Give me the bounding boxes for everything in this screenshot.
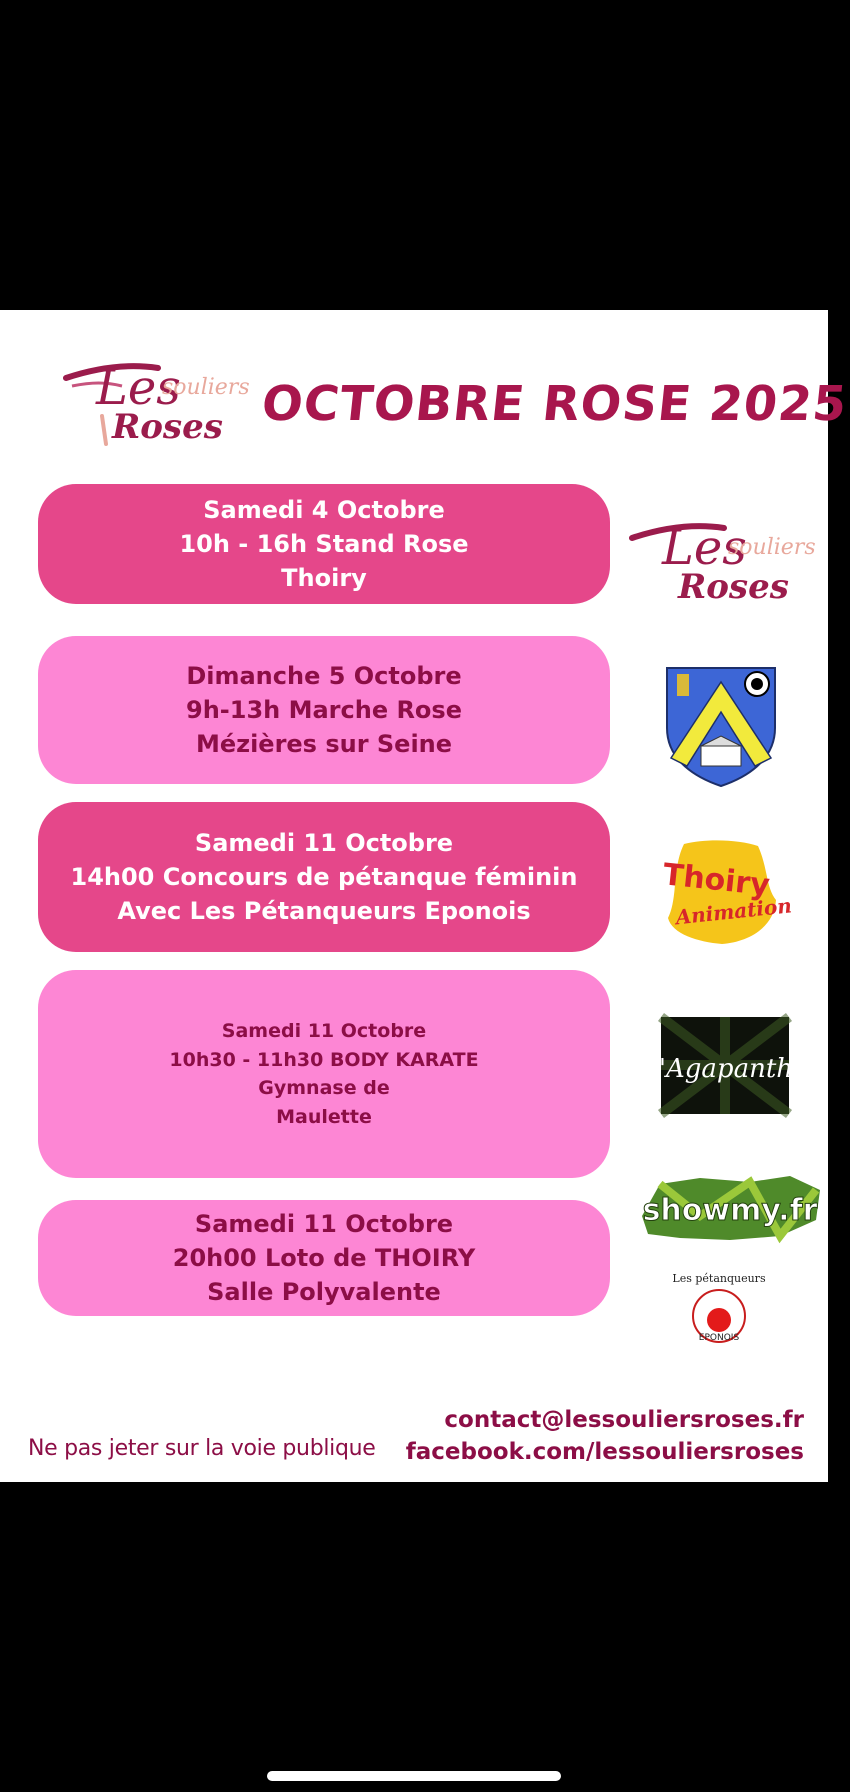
event-organizer: Avec Les Pétanqueurs Eponois xyxy=(117,897,531,926)
animation-text: Animation xyxy=(674,893,793,930)
thoiry-animation-logo xyxy=(658,838,793,946)
footer-notice: Ne pas jeter sur la voie publique xyxy=(28,1436,376,1461)
event-location: Mézières sur Seine xyxy=(195,730,453,759)
event-activity: 10h30 - 11h30 BODY KARATE xyxy=(169,1048,479,1071)
home-indicator[interactable] xyxy=(267,1771,561,1781)
showmy-logo xyxy=(640,1176,822,1242)
event-date: Samedi 11 Octobre xyxy=(194,1209,454,1238)
town-crest-icon xyxy=(665,666,777,788)
event-poster xyxy=(0,310,850,1482)
petanqueurs-ring-text: EPONOIS xyxy=(698,1333,740,1343)
event-card-5 xyxy=(38,1200,610,1316)
footer-contacts xyxy=(406,1405,804,1468)
logo-roses-text: Roses xyxy=(678,567,789,607)
page-title: OCTOBRE ROSE 2025 xyxy=(259,376,850,432)
event-card-3 xyxy=(38,802,610,952)
event-activity: 9h-13h Marche Rose xyxy=(186,695,462,724)
logo-les-text: Les xyxy=(662,520,747,576)
event-card-4 xyxy=(38,970,610,1178)
event-location: Thoiry xyxy=(281,564,367,593)
logo-souliers-text: souliers xyxy=(162,375,250,400)
event-activity: 10h - 16h Stand Rose xyxy=(179,529,469,558)
event-activity: 20h00 Loto de THOIRY xyxy=(172,1243,476,1272)
petanqueurs-top-text: Les pétanqueurs xyxy=(672,1272,766,1285)
facebook-link: facebook.com/lessouliersroses xyxy=(405,1438,804,1465)
contact-email: contact@lessouliersroses.fr xyxy=(444,1407,804,1433)
thoiry-text: Thoiry xyxy=(661,857,772,904)
agapanthe-text: L'Agapanthe xyxy=(641,1054,809,1084)
event-date: Dimanche 5 Octobre xyxy=(186,661,462,690)
event-location-detail: Maulette xyxy=(276,1105,372,1128)
logo-les-text: Les xyxy=(96,360,181,416)
les-souliers-roses-logo-small xyxy=(628,506,816,607)
event-location: Salle Polyvalente xyxy=(207,1278,441,1307)
event-date: Samedi 4 Octobre xyxy=(203,495,445,524)
event-date: Samedi 11 Octobre xyxy=(221,1020,427,1042)
showmy-text: showmy.fr xyxy=(642,1193,818,1228)
event-location: Gymnase de xyxy=(258,1077,390,1099)
event-card-2 xyxy=(38,636,610,784)
logo-roses-text: Roses xyxy=(112,407,223,447)
logo-souliers-text: souliers xyxy=(728,535,816,560)
petanqueurs-eponois-logo xyxy=(664,1270,774,1344)
event-activity: 14h00 Concours de pétanque féminin xyxy=(70,862,578,891)
event-card-1 xyxy=(38,484,610,604)
event-date: Samedi 11 Octobre xyxy=(194,828,454,857)
agapanthe-logo xyxy=(641,1017,809,1114)
les-souliers-roses-logo xyxy=(62,346,250,447)
